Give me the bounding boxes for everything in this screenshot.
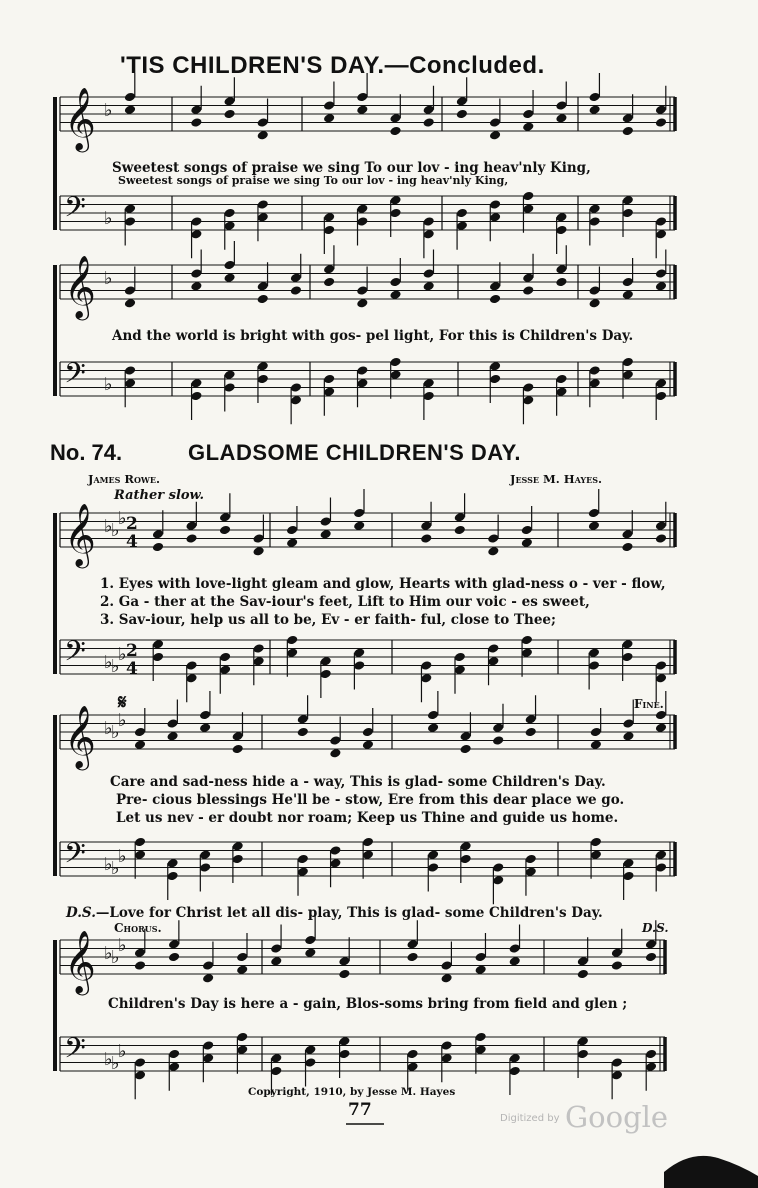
notehead [190,117,202,128]
flat-icon: ♭ [118,846,127,868]
flat-icon: ♭ [104,652,113,674]
flat-icon: ♭ [111,1053,120,1075]
notehead [492,735,504,746]
flat-icon: ♭ [104,267,113,289]
lyrics-line: Sweetest songs of praise we sing To our lov - ing heav'nly King, [112,160,591,176]
verse-1-line-b: Care and sad-ness hide a - way, This is glad- some Children's Day. [110,774,606,790]
flat-icon: ♭ [104,854,113,876]
verse-1-line-a: 1. Eyes with love-light gleam and glow, Hearts with glad-ness o - ver - flow, [100,576,666,592]
notehead [611,960,623,971]
time-signature-bottom: 4 [126,659,138,679]
notehead [297,727,309,738]
chorus-lyrics: Children's Day is here a - gain, Blos-soms bring from field and glen ; [108,996,628,1012]
notehead [257,294,269,305]
notehead [152,542,164,553]
notehead [622,126,634,137]
notehead [655,533,667,544]
notehead [323,277,335,288]
notehead [219,525,231,536]
page-blot [664,1156,758,1188]
verse-3-line-b: Let us nev - er doubt nor roam; Keep us Thine and guide us home. [116,810,619,826]
treble-clef-icon: 𝄞 [64,255,96,318]
notehead [655,117,667,128]
notehead [522,285,534,296]
lyrics-line: And the world is bright with gos- pel light, For this is Children's Day. [112,328,634,344]
author-words: James Rowe. [88,472,160,486]
google-watermark: Google [565,1100,669,1134]
bass-clef-icon: 𝄢 [64,635,86,675]
segno-sign: 𝄋 [118,690,127,714]
flat-icon: ♭ [111,858,120,880]
notehead [134,960,146,971]
section-title: 'TIS CHILDREN'S DAY.—Concluded. [120,52,545,79]
verse-3-line-a: 3. Sav-iour, help us all to be, Ev - er faith- ful, close to Thee; [100,612,557,628]
notehead [525,727,537,738]
flat-icon: ♭ [104,99,113,121]
notehead [406,952,418,963]
notehead [577,969,589,980]
notehead [389,126,401,137]
time-signature-top: 2 [126,641,138,661]
hymn-title: GLADSOME CHILDREN'S DAY. [188,440,522,465]
digitized-by-label: Digitized by [500,1113,560,1124]
notehead [168,952,180,963]
flat-icon: ♭ [104,717,113,739]
flat-icon: ♭ [118,934,127,956]
notehead [423,117,435,128]
notehead [223,109,235,120]
flat-icon: ♭ [111,721,120,743]
notehead [185,533,197,544]
flat-icon: ♭ [118,507,127,529]
ds-line: D.S.—Love for Christ let all dis- play, This is glad- some Children's Day. [66,905,603,921]
notehead [459,744,471,755]
lyrics-line-bass: Sweetest songs of praise we sing To our lov - ing heav'nly King, [118,174,509,187]
bass-clef-icon: 𝄢 [64,357,86,397]
flat-icon: ♭ [111,656,120,678]
notehead [290,285,302,296]
flat-icon: ♭ [104,942,113,964]
flat-icon: ♭ [118,1041,127,1063]
chorus-label: Chorus. [114,921,162,935]
flat-icon: ♭ [118,709,127,731]
notehead [456,109,468,120]
verse-2-line-a: 2. Ga - ther at the Sav-iour's feet, Lift to Him our voic - es sweet, [100,594,590,610]
treble-clef-icon: 𝄞 [64,503,96,566]
ds-marking: D.S. [642,921,669,935]
flat-icon: ♭ [111,946,120,968]
author-music: Jesse M. Hayes. [510,472,603,486]
verse-2-line-b: Pre- cious blessings He'll be - stow, Ere from this dear place we go. [116,792,625,808]
copyright-notice: Copyright, 1910, by Jesse M. Hayes [248,1086,456,1098]
treble-clef-icon: 𝄞 [64,705,96,768]
bass-clef-icon: 𝄢 [64,837,86,877]
notehead [338,969,350,980]
bass-clef-icon: 𝄢 [64,191,86,231]
fine-marking: Fine. [634,697,664,711]
tempo-marking: Rather slow. [114,488,204,503]
bass-clef-icon: 𝄢 [64,1032,86,1072]
notehead [420,533,432,544]
hymn-number: No. 74. [50,440,123,465]
time-signature-bottom: 4 [126,532,138,552]
notehead [232,744,244,755]
flat-icon: ♭ [104,208,113,230]
notehead [621,542,633,553]
flat-icon: ♭ [104,1049,113,1071]
treble-clef-icon: 𝄞 [64,930,96,993]
notehead [645,952,657,963]
notehead [454,525,466,536]
time-signature-top: 2 [126,514,138,534]
notehead [489,294,501,305]
treble-clef-icon: 𝄞 [64,87,96,150]
page-number: 77 [348,1100,372,1120]
flat-icon: ♭ [118,644,127,666]
flat-icon: ♭ [104,374,113,396]
notehead [555,277,567,288]
flat-icon: ♭ [104,515,113,537]
flat-icon: ♭ [111,519,120,541]
